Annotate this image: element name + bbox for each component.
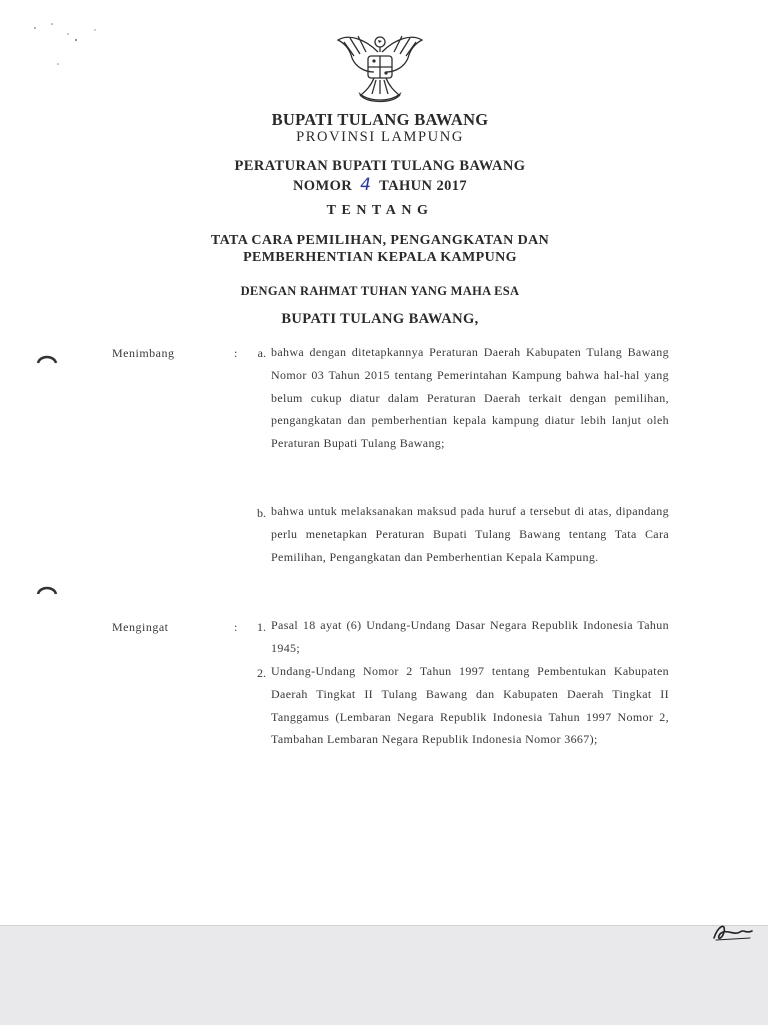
- initial-signature-icon: [700, 920, 760, 944]
- section-colon: :: [234, 620, 238, 634]
- regulation-title: PERATURAN BUPATI TULANG BAWANG: [234, 158, 526, 174]
- invocation: DENGAN RAHMAT TUHAN YANG MAHA ESA: [240, 284, 520, 298]
- item-marker: b.: [257, 506, 266, 520]
- section-colon: :: [234, 346, 238, 360]
- about-heading: TENTANG: [326, 203, 434, 218]
- item-marker: a.: [257, 346, 266, 360]
- section-label-mengingat: Mengingat: [112, 620, 169, 634]
- number-prefix: NOMOR: [292, 178, 353, 194]
- legal-basis-2: Undang-Undang Nomor 2 Tahun 1997 tentang Pembentukan Kabupaten Daerah Tingkat II Tulang Bawang dan Kabupaten Daerah Tingkat II Tanggamus (Lembaran Negara Republik Indonesia Tahun 1997 Nomor 2, Tambahan Lembaran Negara Republik Indonesia Nomor 3667);: [271, 664, 669, 747]
- garuda-emblem-icon: [334, 28, 426, 112]
- scan-specks: [30, 20, 110, 70]
- subject-line-2: PEMBERHENTIAN KEPALA KAMPUNG: [243, 250, 517, 265]
- punch-hole-mark: [36, 583, 58, 595]
- issuer-heading: BUPATI TULANG BAWANG,: [281, 311, 479, 327]
- handwritten-number: 4: [358, 175, 374, 195]
- scan-background-band: [0, 925, 768, 1025]
- number-suffix: TAHUN 2017: [379, 178, 468, 194]
- section-label-menimbang: Menimbang: [112, 346, 175, 360]
- legal-basis-1: Pasal 18 ayat (6) Undang-Undang Dasar Negara Republik Indonesia Tahun 1945;: [271, 618, 669, 655]
- item-marker: 1.: [257, 620, 266, 634]
- item-marker: 2.: [257, 666, 266, 680]
- subject-line-1: TATA CARA PEMILIHAN, PENGANGKATAN DAN: [210, 233, 550, 248]
- punch-hole-mark: [36, 352, 58, 364]
- province-title: PROVINSI LAMPUNG: [296, 129, 464, 145]
- consideration-a: bahwa dengan ditetapkannya Peraturan Daerah Kabupaten Tulang Bawang Nomor 03 Tahun 2015 tentang Pemerintahan Kampung bahwa hal-hal yang belum cukup diatur dalam Peraturan Daerah terkait dengan pemilihan, pengangkatan dan pemberhentian kepala kampung diatur lebih lanjut oleh Peraturan Bupati Tulang Bawang;: [271, 345, 669, 451]
- regulation-number: [0, 175, 760, 195]
- consideration-b: bahwa untuk melaksanakan maksud pada huruf a tersebut di atas, dipandang perlu menetapkan Peraturan Bupati Tulang Bawang tentang Tata Cara Pemilihan, Pengangkatan dan Pemberhentian Kepala Kampung.: [271, 504, 669, 564]
- regent-title: BUPATI TULANG BAWANG: [271, 110, 489, 129]
